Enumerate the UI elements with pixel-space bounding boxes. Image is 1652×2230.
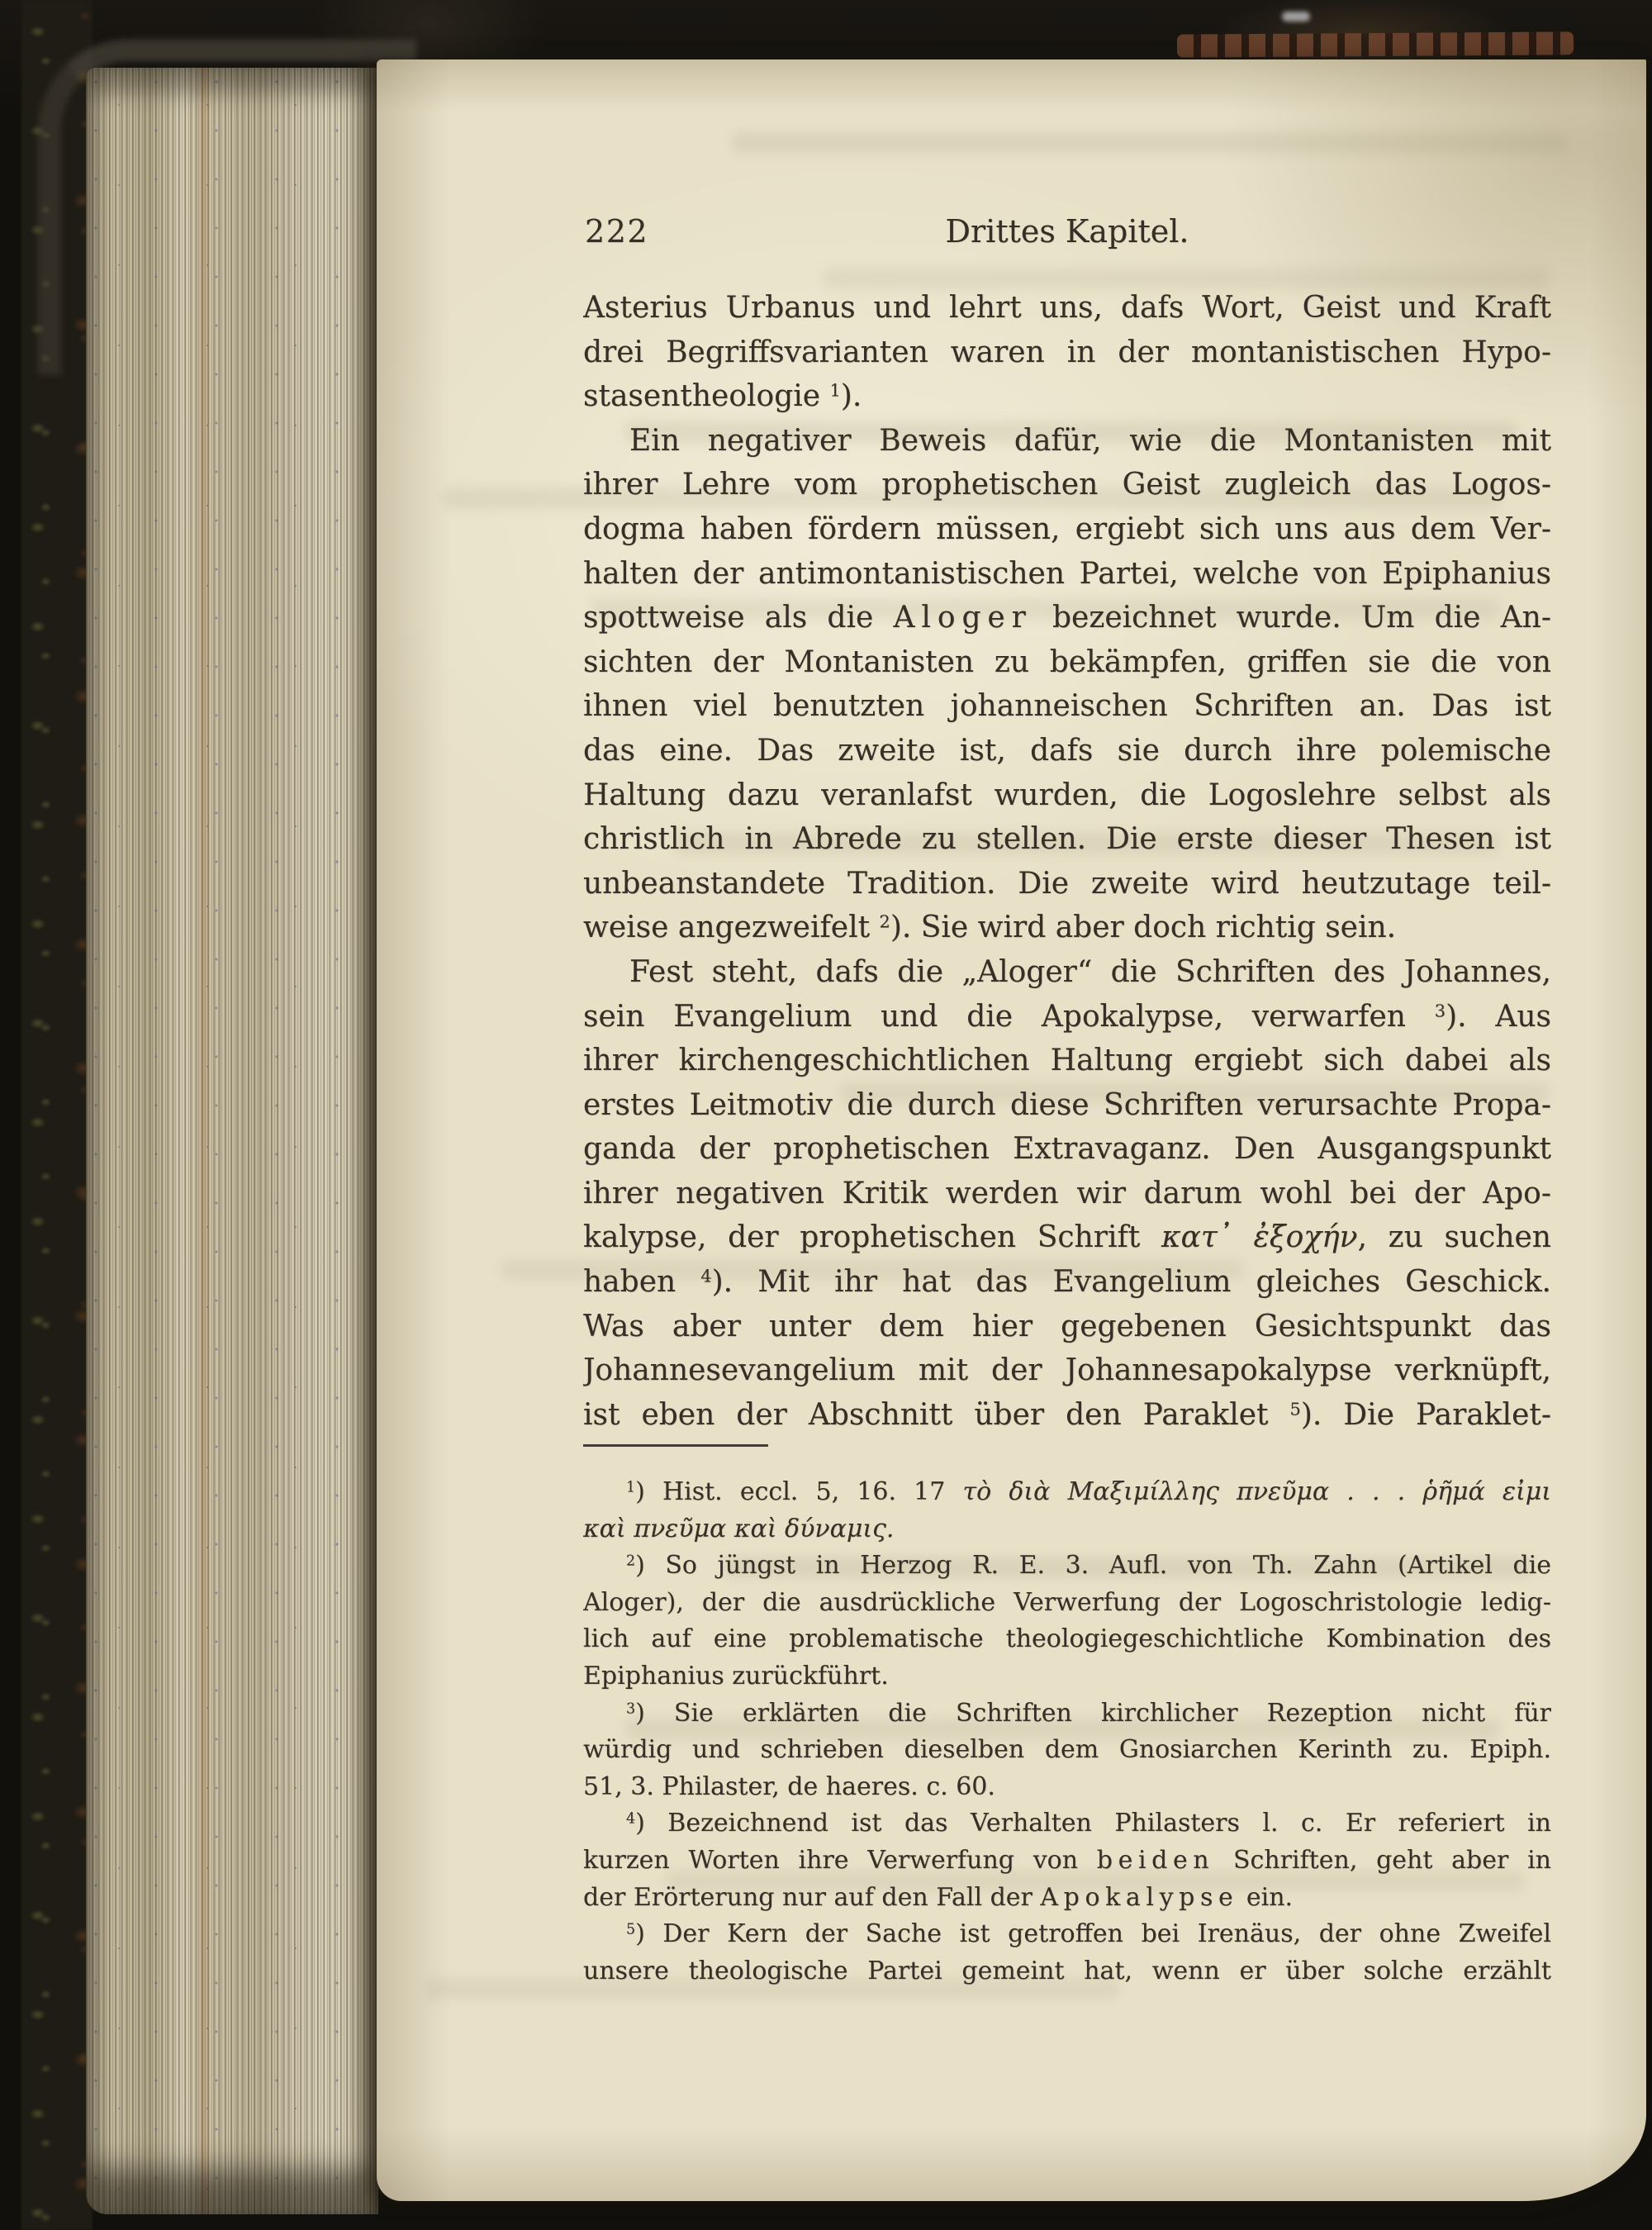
footnote-marker: 2 [879,911,890,932]
body-line: das eine. Das zweite ist, dafs sie durch ihre polemische [583,733,1551,768]
page-number: 222 [585,213,649,250]
body-line: ihnen viel benutzten johanneischen Schriften an. Das ist [583,689,1551,724]
footnote-line: Aloger), der die ausdrückliche Verwerfung der Logoschristologie ledig- [583,1587,1551,1617]
body-line: Haltung dazu veranlafst wurden, die Logoslehre selbst als [583,777,1551,812]
light-glint [1282,12,1310,21]
body-line: ist eben der Abschnitt über den Paraklet $^5$). Die Paraklet- [583,1397,1551,1432]
body-line: ganda der prophetischen Extravaganz. Den Ausgangspunkt [583,1132,1551,1167]
show-through [732,132,1566,154]
body-line: dogma haben fördern müssen, ergiebt sich uns aus dem Ver- [583,511,1551,546]
footnotes [583,1474,1551,1990]
footnote-line: der Erörterung nur auf den Fall der Apokalypse ein. [583,1882,1294,1912]
footnote-separator [583,1444,768,1447]
body-line: sein Evangelium und die Apokalypse, verwarfen $^3$). Aus [583,999,1551,1034]
footnote-marker: 3 [626,1700,636,1717]
body-line: ihrer Lehre vom prophetischen Geist zugleich das Logos- [583,468,1551,502]
body-line: sichten der Montanisten zu bekämpfen, griffen sie die von [583,644,1551,679]
body-line: Asterius Urbanus und lehrt uns, dafs Wort, Geist und Kraft [583,291,1551,325]
footnote-line: kurzen Worten ihre Verwerfung von beiden Schriften, geht aber in [583,1845,1551,1875]
footnote-marker: 1 [829,380,841,401]
body-line: Johannesevangelium mit der Johannesapokalypse verknüpft, [583,1353,1551,1388]
footnote-line: $^4$) Bezeichnend ist das Verhalten Philasters l. c. Er referiert in [626,1809,1551,1838]
running-header: Drittes Kapitel. [945,213,1189,250]
body-text [583,286,1551,1437]
footnote-marker: 2 [626,1552,636,1570]
body-line: stasentheologie $^1$). [583,379,862,414]
body-line: haben $^4$). Mit ihr hat das Evangelium gleiches Geschick. [583,1265,1551,1300]
footnote-line: $^3$) Sie erklärten die Schriften kirchlicher Rezeption nicht für [626,1698,1551,1728]
footnote-marker: 3 [1434,1001,1446,1021]
footnote-line: lich auf eine problematische theologiegeschichtliche Kombination des [583,1624,1551,1654]
footnote-line: 51, 3. Philaster, de haeres. c. 60. [583,1771,995,1801]
body-line: drei Begriffsvarianten waren in der montanistischen Hypo- [583,335,1551,369]
footnote-line: unsere theologische Partei gemeint hat, wenn er über solche erzählt [583,1956,1551,1985]
body-line: ihrer kirchengeschichtlichen Haltung ergiebt sich dabei als [583,1044,1551,1078]
headband [1177,31,1574,57]
body-line: Fest steht, dafs die „Aloger“ die Schriften des Johannes, [629,954,1551,989]
body-line: kalypse, der prophetischen Schrift κατ᾽ ἐξοχήν, zu suchen [583,1220,1551,1255]
body-line: Was aber unter dem hier gegebenen Gesichtspunkt das [583,1309,1551,1343]
footnote-line: $^2$) So jüngst in Herzog R. E. 3. Aufl. von Th. Zahn (Artikel die [626,1551,1551,1581]
book-page [377,59,1646,2201]
body-line: ihrer negativen Kritik werden wir darum wohl bei der Apo- [583,1176,1551,1210]
footnote-line: $^1$) Hist. eccl. 5, 16. 17 τὸ διὰ Μαξιμίλλης πνεῦμα . . . ῥῆμά εἰμι [626,1477,1551,1506]
body-line: halten der antimontanistischen Partei, welche von Epiphanius [583,556,1551,591]
footnote-line: würdig und schrieben dieselben dem Gnosiarchen Kerinth zu. Epiph. [583,1735,1551,1765]
body-line: Ein negativer Beweis dafür, wie die Montanisten mit [629,423,1551,458]
footnote-line: $^5$) Der Kern der Sache ist getroffen bei Irenäus, der ohne Zweifel [626,1919,1551,1949]
body-line: unbeanstandete Tradition. Die zweite wird heutzutage teil- [583,866,1551,901]
footnote-marker: 4 [626,1810,636,1828]
body-line: spottweise als die Aloger bezeichnet wurde. Um die An- [583,601,1551,635]
body-line: weise angezweifelt $^2$). Sie wird aber doch richtig sein. [583,911,1397,945]
body-line: christlich in Abrede zu stellen. Die erste dieser Thesen ist [583,822,1551,857]
page-fore-edge-stack [86,68,378,2214]
body-line: erstes Leitmotiv die durch diese Schriften verursachte Propa- [583,1087,1551,1122]
footnote-line: Epiphanius zurückführt. [583,1661,889,1690]
running-head-row [583,213,1551,259]
footnote-line: καὶ πνεῦμα καὶ δύναμις. [583,1514,895,1543]
footnote-marker: 1 [626,1479,636,1496]
footnote-marker: 4 [700,1266,712,1286]
footnote-marker: 5 [1289,1399,1301,1419]
footnote-marker: 5 [626,1921,636,1938]
